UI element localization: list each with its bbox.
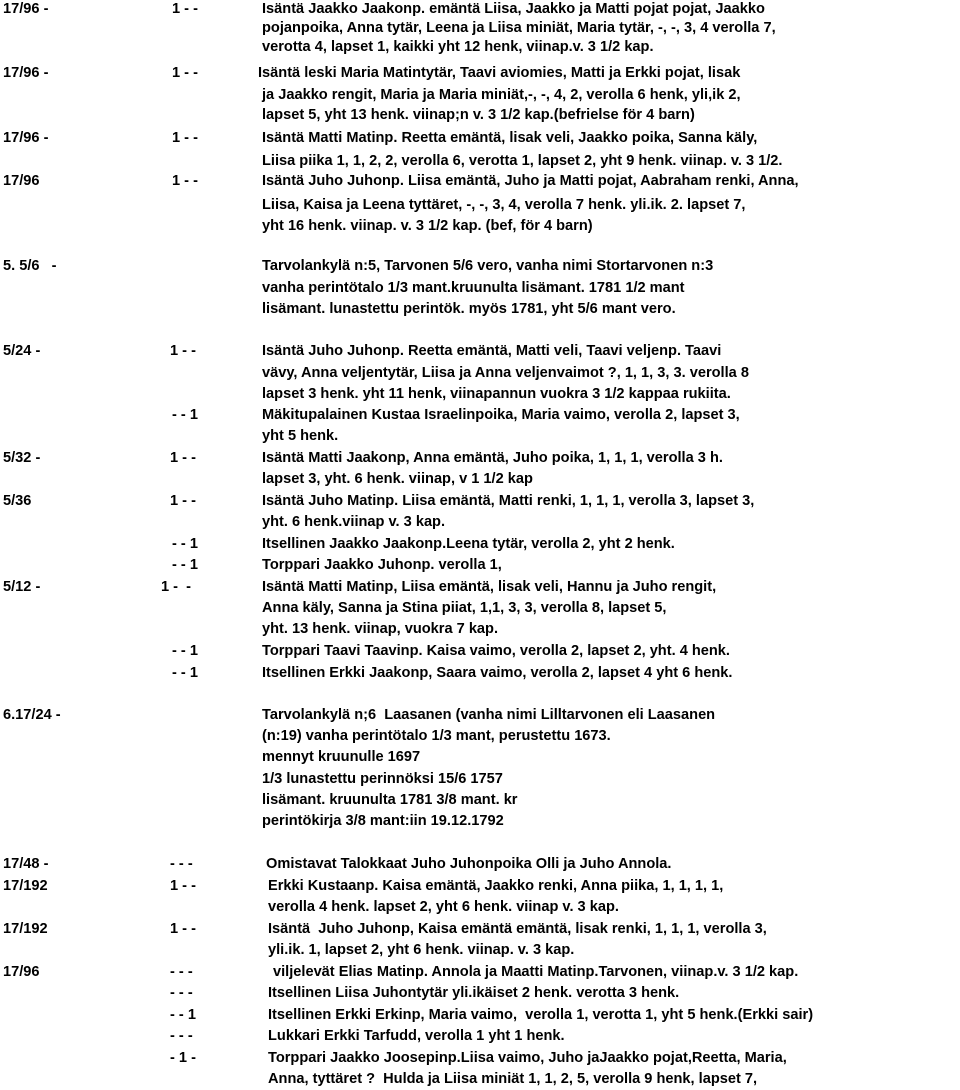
line-08-text: Liisa piika 1, 1, 2, 2, verolla 6, verotta 1, lapset 2, yht 9 henk. viinap. v. 3 1/2. [262,153,783,169]
line-33-text: mennyt kruunulle 1697 [262,749,421,765]
line-25-text: Torppari Jaakko Juhonp. verolla 1, [262,557,502,573]
line-15-text: Isäntä Juho Juhonp. Reetta emäntä, Matti veli, Taavi veljenp. Taavi [262,343,722,359]
line-46-text: Torppari Jaakko Joosepinp.Liisa vaimo, Juho jaJaakko pojat,Reetta, Maria, [268,1050,787,1066]
line-25-count: - - 1 [172,557,198,573]
line-20-text: Isäntä Matti Jaakonp, Anna emäntä, Juho poika, 1, 1, 1, verolla 3 h. [262,450,723,466]
line-15-count: 1 - - [170,343,196,359]
line-21-text: lapset 3, yht. 6 henk. viinap, v 1 1/2 kap [262,471,533,487]
line-42-ref: 17/96 [3,964,40,980]
line-36-text: perintökirja 3/8 mant:iin 19.12.1792 [262,813,504,829]
line-14-text: lisämant. lunastettu perintök. myös 1781, yht 5/6 mant vero. [262,301,676,317]
line-04-ref: 17/96 - [3,65,49,81]
line-35-text: lisämant. kruunulta 1781 3/8 mant. kr [262,792,518,808]
line-30-text: Itsellinen Erkki Jaakonp, Saara vaimo, verolla 2, lapset 4 yht 6 henk. [262,665,733,681]
line-24-count: - - 1 [172,536,198,552]
line-40-count: 1 - - [170,921,196,937]
line-13-text: vanha perintötalo 1/3 mant.kruunulta lisämant. 1781 1/2 mant [262,280,685,296]
line-37-count: - - - [170,856,193,872]
line-42-text: viljelevät Elias Matinp. Annola ja Maatti Matinp.Tarvonen, viinap.v. 3 1/2 kap. [273,964,799,980]
line-11-text: yht 16 henk. viinap. v. 3 1/2 kap. (bef, för 4 barn) [262,218,593,234]
line-07-text: Isäntä Matti Matinp. Reetta emäntä, lisak veli, Jaakko poika, Sanna käly, [262,130,758,146]
line-22-ref: 5/36 [3,493,32,509]
line-09-ref: 17/96 [3,173,40,189]
line-20-count: 1 - - [170,450,196,466]
line-43-count: - - - [170,985,193,1001]
line-01-count: 1 - - [172,1,198,17]
line-20-ref: 5/32 - [3,450,41,466]
line-03-text: verotta 4, lapset 1, kaikki yht 12 henk, viinap.v. 3 1/2 kap. [262,39,654,55]
line-29-text: Torppari Taavi Taavinp. Kaisa vaimo, verolla 2, lapset 2, yht. 4 henk. [262,643,730,659]
line-46-count: - 1 - [170,1050,196,1066]
line-19-text: yht 5 henk. [262,428,339,444]
line-07-count: 1 - - [172,130,198,146]
line-01-ref: 17/96 - [3,1,49,17]
line-02-text: pojanpoika, Anna tytär, Leena ja Liisa miniät, Maria tytär, -, -, 3, 4 verolla 7, [262,20,776,36]
line-07-ref: 17/96 - [3,130,49,146]
line-45-count: - - - [170,1028,193,1044]
line-31-text: Tarvolankylä n;6 Laasanen (vanha nimi Lilltarvonen eli Laasanen [262,707,716,723]
line-37-text: Omistavat Talokkaat Juho Juhonpoika Olli ja Juho Annola. [266,856,672,872]
line-38-count: 1 - - [170,878,196,894]
line-38-text: Erkki Kustaanp. Kaisa emäntä, Jaakko renki, Anna piika, 1, 1, 1, 1, [268,878,724,894]
line-30-count: - - 1 [172,665,198,681]
line-39-text: verolla 4 henk. lapset 2, yht 6 henk. viinap v. 3 kap. [268,899,619,915]
line-12-text: Tarvolankylä n:5, Tarvonen 5/6 vero, vanha nimi Stortarvonen n:3 [262,258,714,274]
line-22-count: 1 - - [170,493,196,509]
line-27-text: Anna käly, Sanna ja Stina piiat, 1,1, 3, 3, verolla 8, lapset 5, [262,600,667,616]
line-40-ref: 17/192 [3,921,48,937]
line-42-count: - - - [170,964,193,980]
line-24-text: Itsellinen Jaakko Jaakonp.Leena tytär, verolla 2, yht 2 henk. [262,536,675,552]
line-38-ref: 17/192 [3,878,48,894]
line-26-count: 1 - - [161,579,191,595]
line-44-text: Itsellinen Erkki Erkinp, Maria vaimo, verolla 1, verotta 1, yht 5 henk.(Erkki sair) [268,1007,814,1023]
line-09-count: 1 - - [172,173,198,189]
line-15-ref: 5/24 - [3,343,41,359]
line-45-text: Lukkari Erkki Tarfudd, verolla 1 yht 1 henk. [268,1028,565,1044]
line-41-text: yli.ik. 1, lapset 2, yht 6 henk. viinap. v. 3 kap. [268,942,575,958]
line-10-text: Liisa, Kaisa ja Leena tyttäret, -, -, 3, 4, verolla 7 henk. yli.ik. 2. lapset 7, [262,197,746,213]
line-22-text: Isäntä Juho Matinp. Liisa emäntä, Matti renki, 1, 1, 1, verolla 3, lapset 3, [262,493,755,509]
line-18-text: Mäkitupalainen Kustaa Israelinpoika, Maria vaimo, verolla 2, lapset 3, [262,407,740,423]
line-26-text: Isäntä Matti Matinp, Liisa emäntä, lisak veli, Hannu ja Juho rengit, [262,579,717,595]
line-06-text: lapset 5, yht 13 henk. viinap;n v. 3 1/2 kap.(befrielse för 4 barn) [262,107,695,123]
line-44-count: - - 1 [170,1007,196,1023]
line-43-text: Itsellinen Liisa Juhontytär yli.ikäiset 2 henk. verotta 3 henk. [268,985,680,1001]
line-26-ref: 5/12 - [3,579,41,595]
line-01-text: Isäntä Jaakko Jaakonp. emäntä Liisa, Jaakko ja Matti pojat pojat, Jaakko [262,1,765,17]
line-47-text: Anna, tyttäret ? Hulda ja Liisa miniät 1, 1, 2, 5, verolla 9 henk, lapset 7, [268,1071,758,1087]
line-23-text: yht. 6 henk.viinap v. 3 kap. [262,514,446,530]
line-31-ref: 6.17/24 - [3,707,61,723]
line-05-text: ja Jaakko rengit, Maria ja Maria miniät,-, -, 4, 2, verolla 6 henk, yli,ik 2, [262,87,741,103]
line-18-count: - - 1 [172,407,198,423]
line-32-text: (n:19) vanha perintötalo 1/3 mant, perustettu 1673. [262,728,611,744]
line-16-text: vävy, Anna veljentytär, Liisa ja Anna veljenvaimot ?, 1, 1, 3, 3. verolla 8 [262,365,749,381]
line-29-count: - - 1 [172,643,198,659]
line-40-text: Isäntä Juho Juhonp, Kaisa emäntä emäntä, lisak renki, 1, 1, 1, verolla 3, [268,921,767,937]
line-34-text: 1/3 lunastettu perinnöksi 15/6 1757 [262,771,503,787]
line-37-ref: 17/48 - [3,856,49,872]
line-04-text: Isäntä leski Maria Matintytär, Taavi aviomies, Matti ja Erkki pojat, lisak [258,65,741,81]
line-17-text: lapset 3 henk. yht 11 henk, viinapannun vuokra 3 1/2 kappaa rukiita. [262,386,731,402]
line-04-count: 1 - - [172,65,198,81]
line-28-text: yht. 13 henk. viinap, vuokra 7 kap. [262,621,499,637]
line-12-ref: 5. 5/6 - [3,258,57,274]
line-09-text: Isäntä Juho Juhonp. Liisa emäntä, Juho ja Matti pojat, Aabraham renki, Anna, [262,173,799,189]
